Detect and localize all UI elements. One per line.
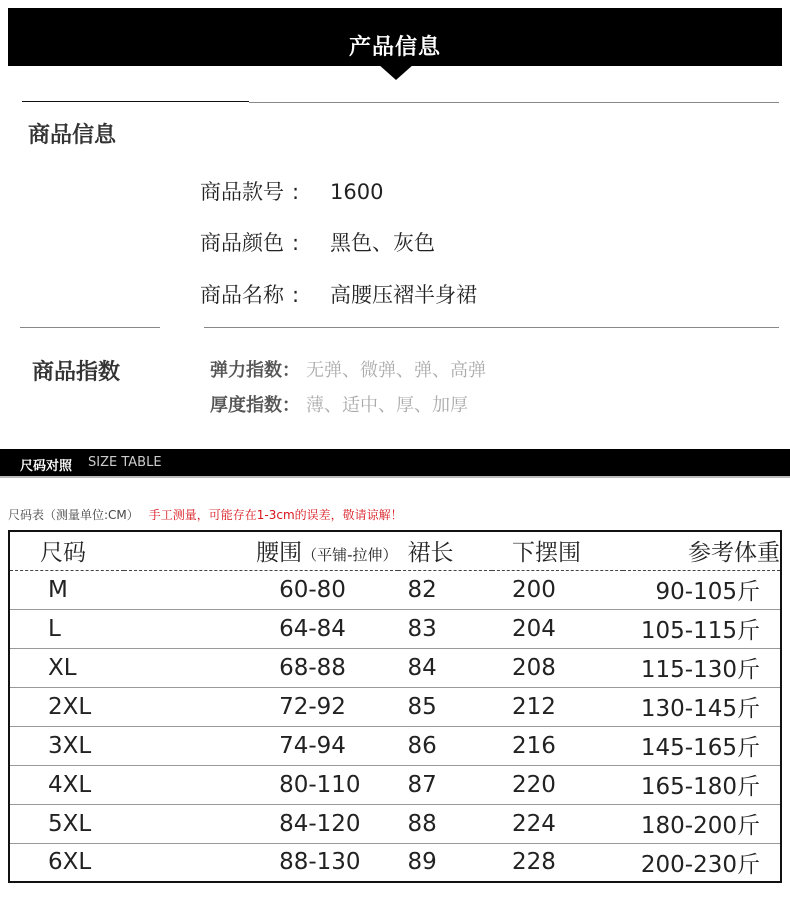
cell-hem: 228 [512, 849, 556, 876]
table-row [9, 570, 781, 609]
cell-hem: 224 [512, 810, 556, 837]
index-row-elasticity [210, 356, 486, 382]
cell-weight: 115-130斤 [640, 657, 760, 683]
cell-waist: 84-120 [279, 810, 361, 837]
cell-skirt-length: 87 [407, 771, 437, 798]
cell-waist: 88-130 [279, 849, 361, 876]
cell-skirt-length: 84 [407, 654, 437, 681]
divider-left [22, 101, 249, 102]
unit-note: 尺码表（测量单位:CM） [8, 508, 139, 522]
size-table-bar-underline [0, 476, 790, 478]
table-row [9, 843, 781, 882]
index-label: 弹力指数： [210, 360, 300, 381]
info-value: 1600 [330, 180, 384, 204]
size-table [8, 530, 782, 883]
size-table-title-cn: 尺码对照 [20, 459, 73, 474]
product-index-heading: 商品指数 [32, 360, 121, 385]
table-row [9, 609, 781, 648]
divider-right-2 [204, 327, 779, 328]
info-label: 商品颜色 : [200, 231, 300, 255]
cell-size: 2XL [48, 693, 92, 720]
header-bar [8, 8, 782, 66]
header-arrow-icon [378, 64, 414, 80]
cell-size: XL [48, 654, 77, 681]
cell-skirt-length: 88 [407, 810, 437, 837]
cell-size: 6XL [48, 849, 92, 876]
info-label: 商品名称 : [200, 283, 300, 307]
table-row [9, 765, 781, 804]
cell-hem: 220 [512, 771, 556, 798]
info-row-name [200, 279, 477, 309]
cell-waist: 68-88 [279, 654, 346, 681]
index-label: 厚度指数： [210, 395, 300, 416]
divider-left-2 [20, 327, 160, 328]
cell-waist: 60-80 [279, 576, 346, 603]
cell-hem: 200 [512, 576, 556, 603]
cell-weight: 165-180斤 [640, 774, 760, 800]
size-table-header-row [9, 531, 781, 570]
header-skirt-length: 裙长 [407, 540, 454, 567]
header-size: 尺码 [40, 540, 86, 567]
info-row-color [200, 227, 435, 257]
info-label: 商品款号 : [200, 180, 300, 204]
size-table-title-en: SIZE TABLE [88, 455, 162, 470]
index-value: 无弹、微弹、弹、高弹 [306, 360, 486, 381]
cell-weight: 130-145斤 [640, 696, 760, 722]
cell-size: 3XL [48, 732, 92, 759]
table-row [9, 726, 781, 765]
info-value: 高腰压褶半身裙 [330, 283, 477, 307]
cell-weight: 105-115斤 [640, 618, 760, 644]
cell-skirt-length: 83 [407, 615, 437, 642]
cell-weight: 145-165斤 [640, 735, 760, 761]
cell-weight: 90-105斤 [655, 579, 760, 605]
table-row [9, 804, 781, 843]
header-title: 产品信息 [348, 35, 441, 60]
table-row [9, 687, 781, 726]
divider-right [249, 102, 779, 103]
cell-hem: 212 [512, 693, 556, 720]
cell-waist: 64-84 [279, 615, 346, 642]
cell-skirt-length: 86 [407, 732, 437, 759]
table-row [9, 648, 781, 687]
cell-weight: 200-230斤 [640, 851, 760, 878]
cell-skirt-length: 85 [407, 693, 437, 720]
cell-waist: 74-94 [279, 732, 346, 759]
cell-waist: 80-110 [279, 771, 361, 798]
cell-weight: 180-200斤 [640, 813, 760, 839]
header-waist: 腰围（平铺-拉伸） [256, 540, 398, 567]
warning-note: 手工测量，可能存在1-3cm的误差，敬请谅解！ [148, 508, 403, 522]
cell-hem: 208 [512, 654, 556, 681]
cell-size: 4XL [48, 771, 92, 798]
header-hem: 下摆围 [512, 540, 582, 567]
header-weight: 参考体重 [688, 540, 780, 567]
cell-skirt-length: 89 [407, 849, 437, 876]
product-info-heading: 商品信息 [28, 123, 117, 148]
index-row-thickness [210, 391, 468, 417]
cell-skirt-length: 82 [407, 576, 437, 603]
cell-waist: 72-92 [279, 693, 346, 720]
cell-hem: 216 [512, 732, 556, 759]
cell-size: M [48, 576, 68, 603]
waist-subtitle: （平铺-拉伸） [302, 546, 398, 565]
info-value: 黑色、灰色 [330, 231, 435, 255]
cell-size: L [48, 615, 61, 642]
index-value: 薄、适中、厚、加厚 [306, 395, 468, 416]
cell-size: 5XL [48, 810, 92, 837]
info-row-style-number [200, 176, 383, 206]
cell-hem: 204 [512, 615, 556, 642]
measurement-note [8, 506, 403, 523]
